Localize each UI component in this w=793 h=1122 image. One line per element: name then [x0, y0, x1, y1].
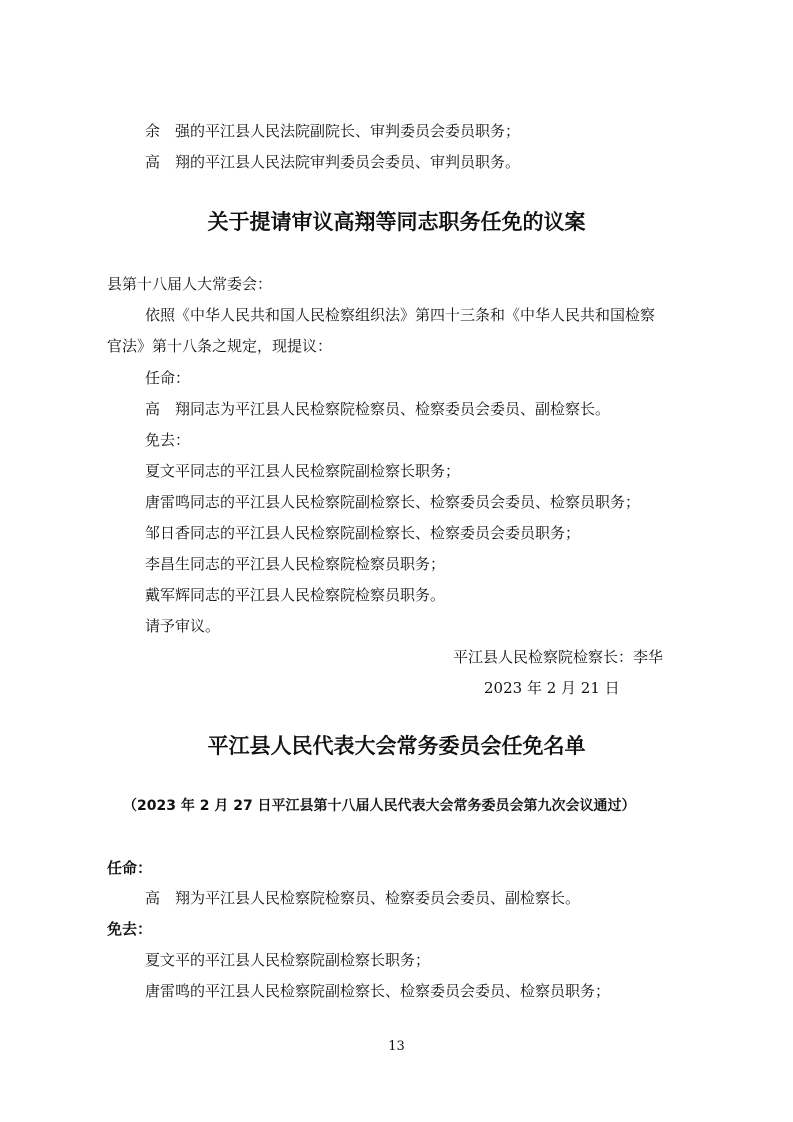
proposal-date: 2023 年 2 月 21 日	[484, 679, 620, 697]
proposal-remove-item: 唐雷鸣同志的平江县人民检察院副检察长、检察委员会委员、检察员职务；	[145, 493, 641, 511]
proposal-remove-item: 李昌生同志的平江县人民检察院检察员职务；	[145, 555, 446, 573]
proposal-remove-item: 夏文平同志的平江县人民检察院副检察长职务；	[145, 462, 461, 480]
proposal-salutation: 县第十八届人大常委会：	[107, 275, 273, 293]
proposal-title: 关于提请审议高翔等同志职务任免的议案	[207, 210, 586, 234]
page-number: 13	[388, 1039, 405, 1054]
list-remove-item: 唐雷鸣的平江县人民检察院副检察长、检察委员会委员、检察员职务；	[145, 982, 611, 1000]
proposal-remove-item: 邹日香同志的平江县人民检察院副检察长、检察委员会委员职务；	[145, 524, 581, 542]
top-line-1: 余 强的平江县人民法院副院长、审判委员会委员职务；	[145, 122, 521, 140]
list-subtitle: （2023 年 2 月 27 日平江县第十八届人民代表大会常务委员会第九次会议通过）	[123, 798, 636, 814]
list-remove-item: 夏文平的平江县人民检察院副检察长职务；	[145, 951, 431, 969]
list-title: 平江县人民代表大会常务委员会任免名单	[207, 734, 586, 758]
proposal-remove-heading: 免去：	[145, 431, 191, 449]
proposal-signature: 平江县人民检察院检察长：李华	[453, 648, 664, 666]
list-appoint-item: 高 翔为平江县人民检察院检察员、检察委员会委员、副检察长。	[145, 889, 581, 907]
proposal-appoint-heading: 任命：	[145, 369, 191, 387]
list-appoint-heading: 任命：	[107, 859, 153, 877]
list-remove-heading: 免去：	[107, 920, 153, 938]
proposal-appoint-item: 高 翔同志为平江县人民检察院检察员、检察委员会委员、副检察长。	[145, 400, 611, 418]
top-line-2: 高 翔的平江县人民法院审判委员会委员、审判员职务。	[145, 153, 521, 171]
proposal-basis-line1: 依照《中华人民共和国人民检察组织法》第四十三条和《中华人民共和国检察	[145, 306, 656, 324]
proposal-remove-item: 戴军辉同志的平江县人民检察院检察员职务。	[145, 586, 446, 604]
proposal-basis-line2: 官法》第十八条之规定，现提议：	[107, 337, 333, 355]
proposal-closing: 请予审议。	[145, 617, 221, 635]
